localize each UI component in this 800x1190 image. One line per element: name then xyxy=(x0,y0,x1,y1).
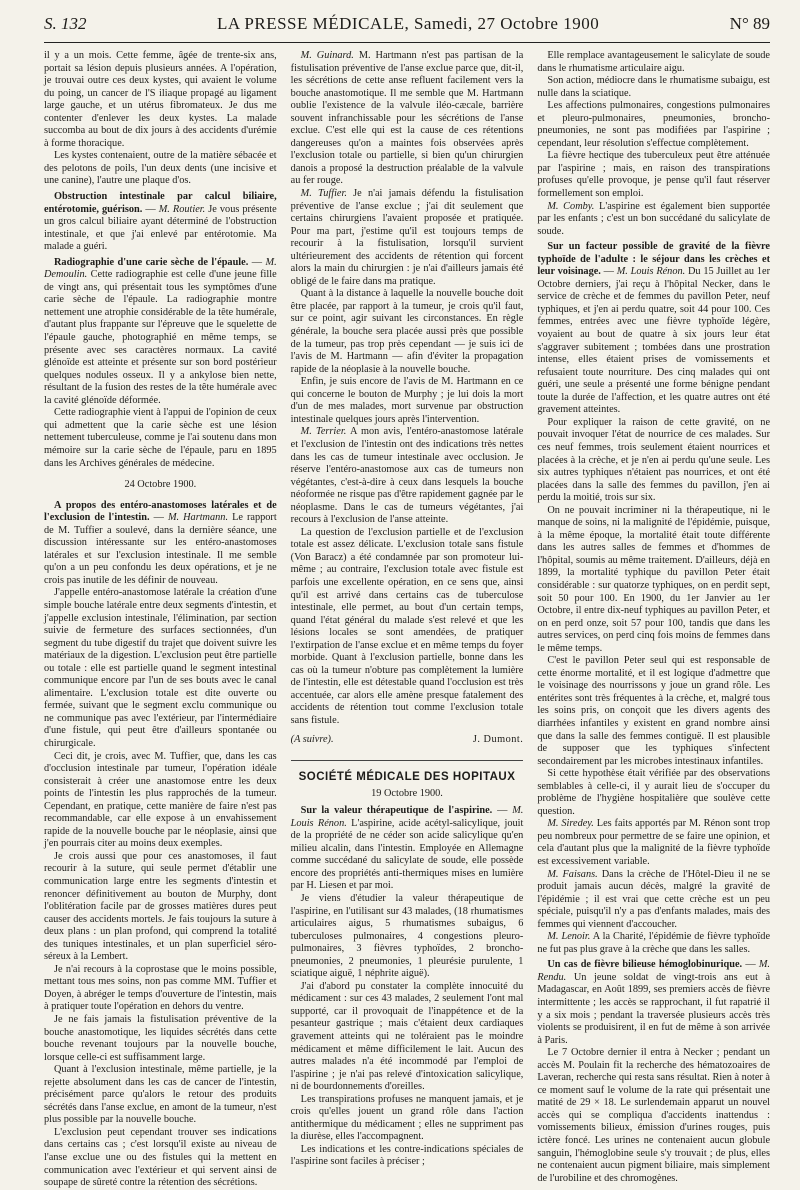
article-text: L'aspirine, acide acétyl-salicylique, jouit de la propriété de ne céder son acide salicylique qu'en milieu alcalin, dans l'intestin. Employée en Allemagne comme succédané du salicylate de soude, elle possède encore des propriétés anti-thermiques mises en lumière par H. Liesen et par moi. xyxy=(290,817,524,892)
paragraph: Quant à l'exclusion intestinale, même partielle, je la rejette absolument dans les cas de cancer de l'intestin, précisément parce qu'alors le retour des produits sécrétés dans l'anse exclue, en amont de la tumeur, n'est plus possible par la nouvelle bouche. xyxy=(44,1064,277,1126)
paragraph: C'est le pavillon Peter seul qui est responsable de cette énorme mortalité, et il est logique d'admettre que le voisinage des nourrissons y joue un grand rôle. Les entérites sont très fréquentes à la crèche, et, malgré tous les soins pris, on conçoit que les divers agents des diarrhées infantiles y existent en grand nombre ainsi que dans la salle des femmes contiguë. Il est plausible de supposer que les typhiques s'infectent secondairement par les microbes intestinaux infantiles. xyxy=(537,655,771,767)
article-text: Dans la crèche de l'Hôtel-Dieu il ne se produit jamais aucun décès, malgré la gravité de l'épidémie ; il est vrai que cette crèche est un peu spéciale, puisqu'il n'y a pas d'enfants malades, mais des femmes qui viennent d'accoucher. xyxy=(537,868,771,930)
paragraph: Son action, médiocre dans le rhumatisme subaigu, est nulle dans la sciatique. xyxy=(537,75,771,99)
author: M. Guinard. xyxy=(300,50,354,61)
paragraph: Je n'ai recours à la coprostase que le moins possible, mettant tous mes soins, non pas comme MM. Tuffier et Doyen, à abréger le temps d'ouverture de l'intestin, mais à pratiquer toute l'opération en dehors du ventre. xyxy=(44,963,277,1013)
author: M. Siredey. xyxy=(547,818,594,830)
paragraph: Quant à la distance à laquelle la nouvelle bouche doit être placée, par rapport à la tumeur, je crois qu'il faut, sur ce point, agir suivant les circonstances. En règle générale, la bouche sera placée aussi près que possible de la tumeur, pas trop près cependant — je suis ici de l'avis de M. Hartmann — afin d'éviter la propagation rapide de la néoplasie à la nouvelle bouche. xyxy=(290,288,524,375)
header-rule xyxy=(44,42,770,43)
masthead: LA PRESSE MÉDICALE, Samedi, 27 Octobre 1900 xyxy=(216,14,600,33)
article-title: Un cas de fièvre bilieuse hémoglobinurique. xyxy=(547,959,743,971)
paragraph: Cette radiographie vient à l'appui de l'opinion de ceux qui admettent que la carie sèche est une lésion nettement tuberculeuse, comme je l'ai soutenu dans mon mémoire sur la carie sèche de l'épaule, paru en 1895 dans les Archives générales de médecine. xyxy=(44,407,277,469)
author: M. Demoulin. xyxy=(44,256,277,281)
to-be-continued: (A suivre). xyxy=(290,733,334,745)
author: M. Hartmann. xyxy=(167,512,229,524)
article-radiographie: Radiographie d'une carie sèche de l'épaule. — M. Demoulin. Cette radiographie est celle d'une jeune fille de vingt ans, qui présentait tous les symptômes d'une carie sèche de l'épaule. La radiographie montre nettement une atrophie considérable de la tête humérale, d'autant plus frappante sur l'épreuve que le squelette de l'épaule gauche, photographié en même temps, se présente avec ses caractères normaux. La cavité glénoïde est atteinte et présente sur son bord postérieur quelques nodules osseux. Il y a ankylose bien nette, résultant de la fusion des restes de la tête humérale avec la cavité glénoïde déformée. xyxy=(44,256,277,406)
paragraph: Les kystes contenaient, outre de la matière sébacée et des pelotons de poils, l'un deux dents (une incisive et une canine), l'autre une plaque d'os. xyxy=(44,150,277,187)
article-text: M. Hartmann n'est pas partisan de la fistulisation préventive de l'anse exclue parce que, dit-il, les sécrétions de cette anse refluent facilement vers la bouche anastomotique. Il me semble que M. Hartmann oublie l'existence de la valvule iléo-cæcale, barrière souvent infranchissable pour les sécrétions de l'anse exclue. C'est elle qui est la cause de ces rétentions dangereuses qu'on a maintes fois observées après l'exclusion totale ou partielle, si bien qu'un chirurgien danois a proposé la destruction préalable de la valvule au fer rouge. xyxy=(290,50,524,187)
article-text: A la Charité, l'épidémie de fièvre typhoïde ne fut pas plus grave à la crèche que dans les salles. xyxy=(537,931,771,955)
intervention-lenoir xyxy=(537,931,770,956)
article-fievre-typhoide: Sur un facteur possible de gravité de la fièvre typhoïde de l'adulte : le séjour dans les crèches et leur voisinage. — M. Louis Rénon. Du 15 Juillet au 1er Octobre derniers, j'ai reçu à l'hôpital Necker, dans le service de crèche et de femmes du pavillon Peter, neuf typhiques, et j'en ai perdu quatre, soit 44 pour 100. Ces femmes, entrées avec une fièvre typhoïde légère, voyaient au bout de quatre à six jours leur état s'aggraver subitement ; tombées dans une prostration intense, elles étaient prises de vomissements et refusaient toute nourriture. Des cinq malades qui ont guéri, une seule a présenté une forme bénigne pendant toute la durée de l'affection, et les quatre autres ont été gravement atteintes. xyxy=(537,241,771,416)
author: M. Louis Rénon. xyxy=(616,266,686,278)
paragraph: Je ne fais jamais la fistulisation préventive de la bouche anastomotique, les liquides sécrétés dans cette bouche revenant toujours par la nouvelle bouche, lorsque celle-ci est suffisamment large. xyxy=(44,1014,277,1063)
columns xyxy=(44,50,771,1189)
intervention-guinard xyxy=(291,50,524,188)
article-title: Sur un facteur possible de gravité de la fièvre typhoïde de l'adulte : le séjour dans les crèches et leur voisinage. xyxy=(537,241,771,278)
article-text: Les faits apportés par M. Rénon sont trop peu nombreux pour permettre de se faire une opinion, et cela d'autant plus que la malignité de la fièvre typhoïde est excessivement variable. xyxy=(537,818,771,867)
page-header xyxy=(44,14,770,38)
article-text: Je vous présente un gros calcul biliaire ayant déterminé de l'obstruction intestinale, et que j'ai enlevé par entérotomie. Ma malade a guéri. xyxy=(44,203,277,253)
intervention-faisans xyxy=(537,869,770,932)
article-text: Du 15 Juillet au 1er Octobre derniers, j'ai reçu à l'hôpital Necker, dans le service de crèche et de femmes du pavillon Peter, neuf typhiques, et j'en ai perdu quatre, soit 44 pour 100. Ces femmes, entrées avec une fièvre typhoïde légère, voyaient au bout de quatre à six jours leur état s'aggraver subitement ; tombées dans une prostration intense, elles étaient prises de vomissements et refusaient toute nourriture. Des cinq malades qui ont guéri, une seule a présenté une forme bénigne pendant toute la durée de l'affection, et les quatre autres ont été gravement atteintes. xyxy=(537,266,771,416)
article-title: Radiographie d'une carie sèche de l'épaule. xyxy=(54,256,249,268)
column-1 xyxy=(44,50,277,1189)
paragraph: Je crois aussi que pour ces anastomoses, il faut recourir à la suture, qui seule permet d'établir une communication large entre les segments d'intestin et renoncer définitivement au bouton de Murphy, dont l'oblitération facile par de grosses matières dures peut causer des accidents mortels. Je fais toujours la suture à deux plans : un plan profond, qui comprend la totalité des tuniques intestinales, et un plan superficiel séro-séreux à la Lembert. xyxy=(44,850,277,963)
signature: J. Dumont. xyxy=(472,733,524,745)
author: M. Routier. xyxy=(158,203,206,215)
paragraph: Enfin, je suis encore de l'avis de M. Hartmann en ce qui concerne le bouton de Murphy ; je lui dois la mort d'un de mes malades, mort survenue par obstruction intestinale quelques jours après l'intervention. xyxy=(290,376,524,425)
paragraph: J'appelle entéro-anastomose latérale la création d'une simple bouche latérale entre deux segments d'intestin, et j'appelle exclusion intestinale, l'élimination, par section suivie de fermeture des surfaces sectionnées, d'un segment du tube digestif du trajet que doivent suivre les matériaux de la digestion. L'exclusion peut être partielle ou totale : elle est partielle quand le segment intestinal communique encore par l'un de ses bouts avec le canal alimentaire. L'exclusion totale est dite ouverte ou fermée, suivant que le segment exclu communique ou ne communique pas avec l'extérieur, par l'intermédiaire d'une fistule, qui peut être d'ailleurs spontanée ou chirurgicale. xyxy=(44,587,277,749)
paragraph: Je viens d'étudier la valeur thérapeutique de l'aspirine, en l'utilisant sur 43 malades, (18 rhumatismes articulaires aigus, 5 rhumatismes subaigus, 6 tuberculoses pulmonaires, 4 congestions pleuro-pulmonaires, 3 fièvres typhoïdes, 2 broncho-pneumonies, 2 pneumonies, 1 pleurésie purulente, 1 sciatique aiguë, 1 néphrite aiguë). xyxy=(290,893,524,980)
article-text: Un jeune soldat de vingt-trois ans eut à Madagascar, en Août 1899, ses premiers accès de fièvre intermittente ; les accès se rapprochant, il fut rapatrié il y a six mois ; pendant la traversée plusieurs accès très violents se produisirent, il en fut de même à son arrivée à Paris. xyxy=(537,971,771,1046)
author: M. Louis Rénon. xyxy=(290,805,524,829)
intervention-terrier xyxy=(291,426,524,526)
author: M. Lenoir. xyxy=(547,931,591,943)
paragraph: La question de l'exclusion partielle et de l'exclusion totale est assez délicate. L'exclusion totale sans fistule (Von Baracz) a été condamnée par son promoteur lui-même ; au contraire, l'exclusion totale avec fistule est parfois une excellente opération, en ce sens que, ainsi qu'il est arrivé dans certains cas de tuberculose intestinale, elle permet, au bout d'un certain temps, quand l'état général du malade s'est relevé et que les lésions locales se sont amendées, de pratiquer l'extirpation de l'anse exclue et en même temps du foyer morbide. Quant à l'exclusion partielle, bonne dans les cas où la tumeur n'obture pas complètement la lumière de l'intestin, elle est détestable quand l'occlusion est très accentuée, car alors elle amène presque fatalement des accidents de rétention tout comme l'exclusion totale sans fistule. xyxy=(290,526,524,726)
paragraph: Le 7 Octobre dernier il entra à Necker ; pendant un accès M. Poulain fit la recherche des hématozoaires de Laveran, recherche qui resta sans résultat. Rien à noter à ce moment sauf le volume de la rate qui présentait une matité de 29 × 18. Le surlendemain apparut un nouvel accès qui se compliqua d'accidents inattendus : vomissements bilieux, émission d'urines rouges, puis ictère foncé. Les urines ne contenaient aucun globule sanguin, l'hémoglobine seule s'y trouvait ; de plus, elles ne contenaient aucun pigment biliaire, mais simplement de l'urobiline et des chromogènes. xyxy=(537,1047,771,1184)
session-date: 19 Octobre 1900. xyxy=(371,787,443,799)
paragraph: Pour expliquer la raison de cette gravité, on ne pouvait invoquer l'état de nourrice de ces malades. Sur ces neuf femmes, trois seulement étaient nourrices et placées à la crèche, et je n'en ai perdu qu'une seule. Les six autres typhiques n'étaient pas nourrices, et ont été placées dans la salle des femmes du pavillon, j'en ai perdu la moitié, trois sur six. xyxy=(537,416,771,504)
page-number: S. 132 xyxy=(44,14,87,33)
column-3 xyxy=(537,50,771,1184)
intervention-tuffier xyxy=(291,188,524,288)
author: M. Faisans. xyxy=(547,868,598,880)
paragraph: Les affections pulmonaires, congestions pulmonaires et pleuro-pulmonaires, pneumonies, broncho-pneumonies, ne sont pas modifiées par l'aspirine ; cependant, leur résolution s'effectue complètement. xyxy=(537,100,771,149)
session-date: 24 Octobre 1900. xyxy=(124,479,197,491)
article-obstruction: Obstruction intestinale par calcul biliaire, entérotomie, guérison. — M. Routier. Je vous présente un gros calcul biliaire ayant déterminé de l'obstruction intestinale, et que j'ai enlevé par entérotomie. Ma malade a guéri. xyxy=(44,191,277,253)
paragraph: Elle remplace avantageusement le salicylate de soude dans le rhumatisme articulaire aigu. xyxy=(537,50,771,74)
article-title: A propos des entéro-anastomoses latérales et de l'exclusion de l'intestin. xyxy=(44,499,277,524)
issue-number: N° 89 xyxy=(729,14,770,33)
paragraph: Les indications et les contre-indications spéciales de l'aspirine sont faciles à préciser ; xyxy=(290,1143,524,1168)
intervention-siredey xyxy=(537,818,770,868)
article-title: Sur la valeur thérapeutique de l'aspirine. xyxy=(300,805,493,817)
paragraph: J'ai d'abord pu constater la complète innocuité du médicament : sur ces 43 malades, 2 seulement l'ont mal supporté, car il provoquait de l'inappétence et de la pesanteur gastrique ; mais c'étaient deux cardiaques gravement atteints qui ne toléraient pas le moindre médicament et même difficilement le lait. Aucun des autres malades n'a été incommodé par l'emploi de l'aspirine ; je n'ai pas relevé d'intoxication salicylique, ni de bourdonnements d'oreilles. xyxy=(290,980,524,1093)
article-fievre-bilieuse: Un cas de fièvre bilieuse hémoglobinurique. — M. Rendu. Un jeune soldat de vingt-trois ans eut à Madagascar, en Août 1899, ses premiers accès de fièvre intermittente ; les accès se rapprochant, il fut rapatrié il y a six mois ; pendant la traversée plusieurs accès très violents se produisirent, il en fut de même à son arrivée à Paris. xyxy=(537,959,771,1046)
column-2 xyxy=(290,50,524,1168)
author: M. Tuffier. xyxy=(300,188,347,200)
paragraph: Ceci dit, je crois, avec M. Tuffier, que, dans les cas d'occlusion intestinale par tumeur, l'opération idéale consisterait à créer une anastomose entre les deux points de l'intestin les plus rapprochés de la tumeur. Cependant, en pratique, cette manière de faire n'est pas recommandable, car elle expose à un envahissement rapide de la nouvelle bouche par le néoplasie, ainsi que j'en pourrais citer au moins deux exemples. xyxy=(44,750,277,850)
article-text: Je n'ai jamais défendu la fistulisation préventive de l'anse exclue ; j'ai dit seulement que certains chirurgiens l'avaient proposée et pratiquée. Pour ma part, j'estime qu'il est toujours temps de recourir à la fistulisation, lorsqu'il survient ultérieurement des accidents de rétention qui forcent alors la main du chirurgien : je n'ai d'ailleurs jamais été obligé de le faire dans ma pratique. xyxy=(290,188,524,287)
article-text: Cette radiographie est celle d'une jeune fille de vingt ans, qui présentait tous les symptômes d'une carie sèche de l'épaule. La radiographie montre nettement une atrophie considérable de la tête humérale, d'autant plus frappante sur l'épreuve que le squelette de l'épaule gauche, photographié en même temps, se présente avec ses caractères normaux. La cavité glénoïde est atteinte et présente sur son bord postérieur quelques nodules osseux. Il y a ankylose bien nette, résultant de la fusion des restes de la tête humérale avec la cavité glénoïde déformée. xyxy=(44,269,277,406)
article-text: L'aspirine est également bien supportée par les enfants ; c'est un bon succédané du salicylate de soude. xyxy=(537,200,771,237)
article-text: Le rapport de M. Tuffier a soulevé, dans la dernière séance, une discussion intéressante sur les entéro-anastomoses latérales et sur l'exclusion intestinale. Il me semble qu'on a un peu confondu les deux opérations, et je ne crois pas inutile de les définir de nouveau. xyxy=(44,512,277,586)
section-heading: SOCIÉTÉ MÉDICALE DES HOPITAUX xyxy=(291,760,524,784)
author: M. Rendu. xyxy=(537,959,771,983)
article-entero-anastomoses: A propos des entéro-anastomoses latérales et de l'exclusion de l'intestin. — M. Hartmann. Le rapport de M. Tuffier a soulevé, dans la dernière séance, une discussion intéressante sur les entéro-anastomoses latérales et sur l'exclusion intestinale. Il me semble qu'on a un peu confondu les deux opérations, et je ne crois pas inutile de les définir de nouveau. xyxy=(44,499,277,586)
paragraph: La fièvre hectique des tuberculeux peut être atténuée par l'aspirine ; mais, en raison des transpirations profuses qu'elle provoque, je pense qu'il faut réserver formellement son emploi. xyxy=(537,150,771,200)
paragraph: il y a un mois. Cette femme, âgée de trente-six ans, portait sa lésion depuis plusieurs années. A l'opération, je trouvai outre ces deux kystes, qui avaient le volume du poing, un cancer de l'S iliaque propagé au ligament large gauche, et un utérus fibromateux. Je dus me contenter d'enlever les deux kystes. La malade succomba au bout de dix jours à des accidents d'urémie à forme thoracique. xyxy=(44,50,277,149)
paragraph: Si cette hypothèse était vérifiée par des observations semblables à celle-ci, il y aurait lieu de s'occuper du problème de l'hygiène hospitalière que soulève cette question. xyxy=(537,768,771,817)
author: M. Comby. xyxy=(547,200,595,212)
paragraph: L'exclusion peut cependant trouver ses indications dans certains cas ; c'est lorsqu'il existe au niveau de l'anse exclue une ou des fistules qui la mettent en communication avec l'extérieur et qui servent ainsi de soupape de sûreté contre la rétention des sécrétions. xyxy=(44,1126,277,1189)
article-text: A mon avis, l'entéro-anastomose latérale et l'exclusion de l'intestin ont des indications très nettes dans les cas de tumeur intestinale avec occlusion. Je réserve l'entéro-anastomose aux cas de tumeurs non végétantes, c'est-à-dire à ceux dans lesquels la bouche néoformée ne risque pas d'être rapidement gagnée par le néoplasme. Dans le cas de tumeurs végétantes, j'ai recours à l'exclusion de l'anse atteinte. xyxy=(290,426,524,526)
intervention-comby xyxy=(537,201,770,239)
paragraph: Les transpirations profuses ne manquent jamais, et je crois qu'elles jouent un grand rôle dans l'action antithermique du médicament ; elles ne suppriment pas la diurèse, elles l'accompagnent. xyxy=(290,1093,524,1143)
article-aspirine: Sur la valeur thérapeutique de l'aspirine. — M. Louis Rénon. L'aspirine, acide acétyl-salicylique, jouit de la propriété de ne céder son acide salicylique qu'en milieu alcalin, dans l'intestin. Employée en Allemagne comme succédané du salicylate de soude, elle possède encore des propriétés anti-thermiques mises en lumière par H. Liesen et par moi. xyxy=(290,805,524,892)
paragraph: On ne pouvait incriminer ni la thérapeutique, ni le manque de soins, ni la malignité de l'épidémie, puisque, à la même époque, la mortalité était toute différente dans les autres salles de femmes et d'hommes de l'hôpital, soumis au même traitement. D'ailleurs, déjà en 1899, la mortalité typhique du pavillon Peter était considérable : sur quatorze typhiques, on en perdit sept, soit 50 pour 100. En 1900, du 1er Janvier au 1er Octobre, il entre dix-neuf typhiques au pavillon Peter, et on en perd onze, soit 57 pour 100, tandis que dans les autres services, on perd cinq fois moins de femmes dans le même temps. xyxy=(537,504,771,654)
signature-line xyxy=(291,734,524,747)
article-title: Obstruction intestinale par calcul biliaire, entérotomie, guérison. xyxy=(44,191,277,215)
author: M. Terrier. xyxy=(300,426,347,438)
